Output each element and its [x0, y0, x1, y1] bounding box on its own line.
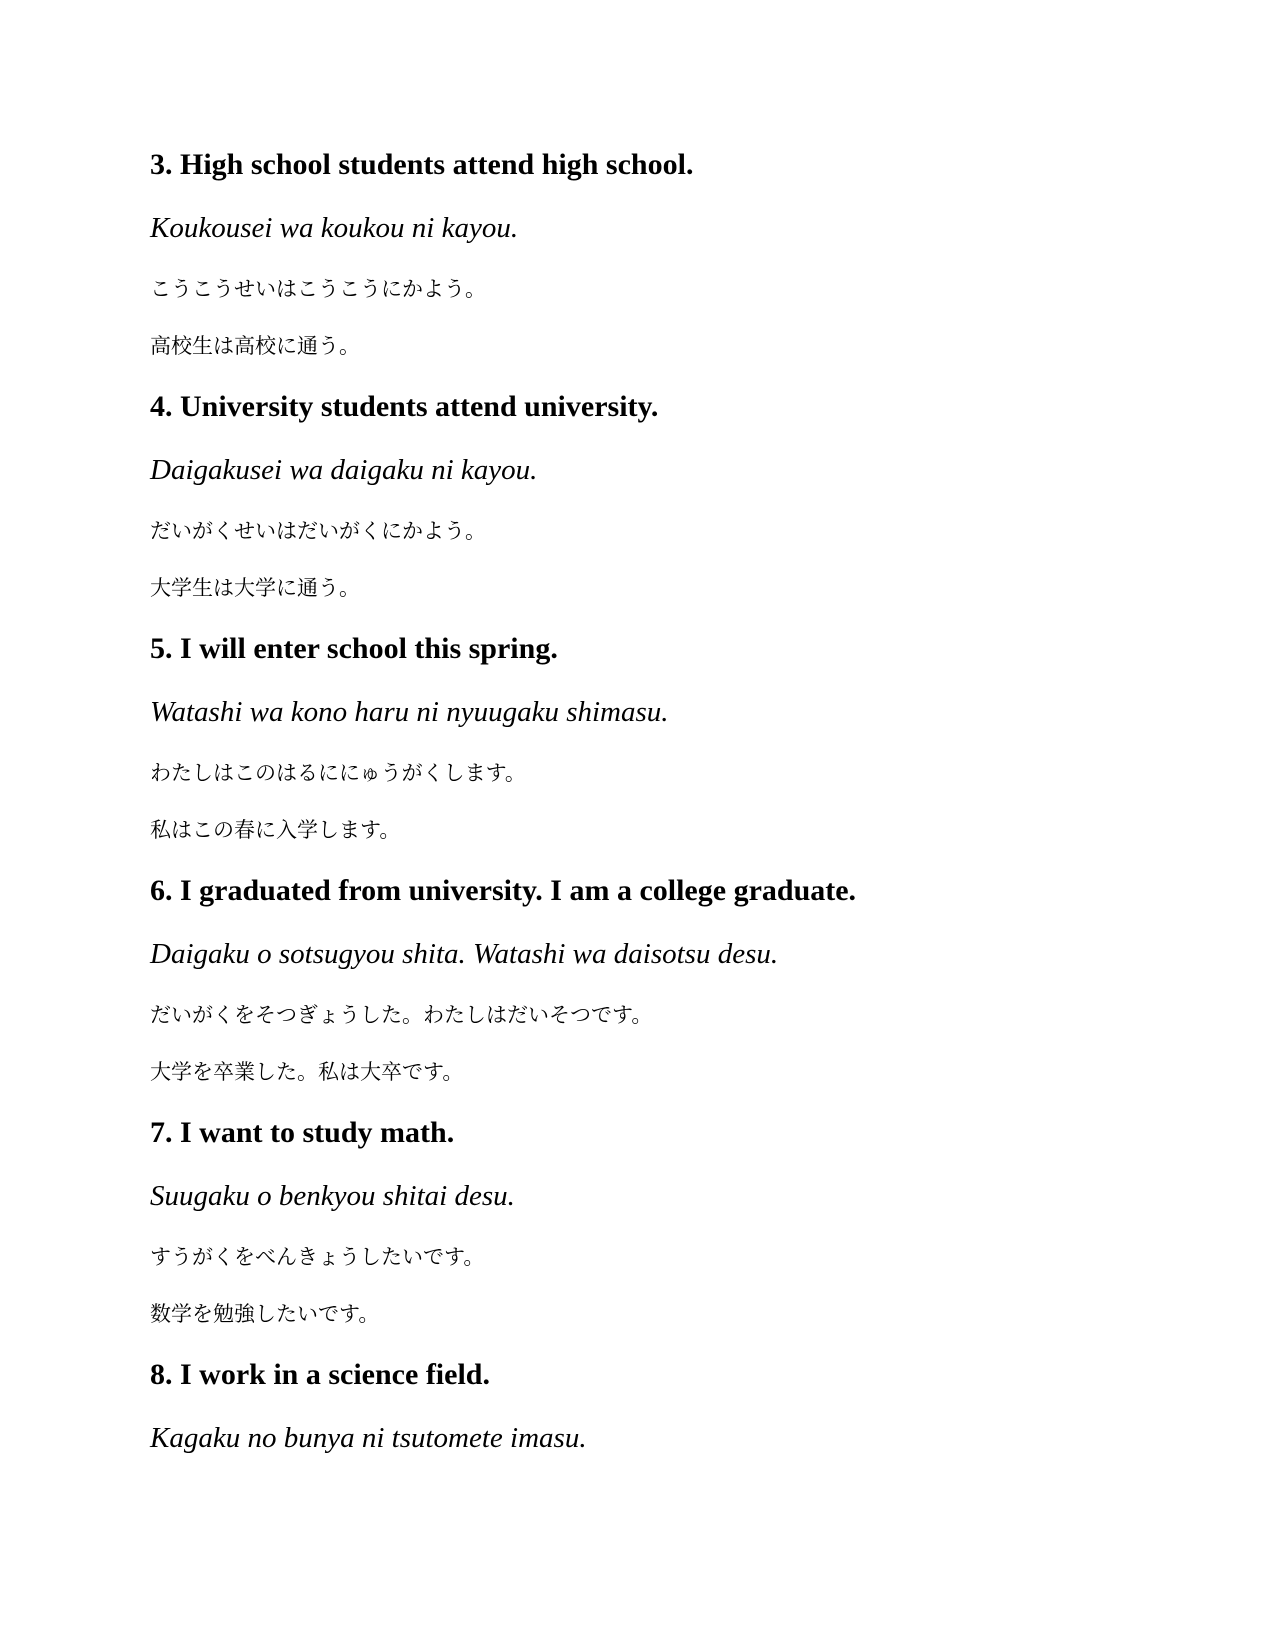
kana-line-3: こうこうせいはこうこうにかよう。	[150, 277, 486, 301]
sentence-heading-5: 5. I will enter school this spring.	[150, 632, 558, 665]
kanji-line-4: 大学生は大学に通う。	[150, 576, 360, 600]
sentence-heading-3: 3. High school students attend high school.	[150, 148, 694, 181]
kana-line-7: すうがくをべんきょうしたいです。	[150, 1245, 485, 1269]
romaji-line-5: Watashi wa kono haru ni nyuugaku shimasu.	[150, 696, 669, 728]
romaji-line-6: Daigaku o sotsugyou shita. Watashi wa daisotsu desu.	[150, 938, 779, 970]
sentence-heading-7: 7. I want to study math.	[150, 1116, 455, 1149]
kana-line-4: だいがくせいはだいがくにかよう。	[150, 519, 486, 543]
kana-line-5: わたしはこのはるににゅうがくします。	[150, 761, 526, 785]
kanji-line-5: 私はこの春に入学します。	[150, 818, 401, 842]
sentence-heading-8: 8. I work in a science field.	[150, 1358, 490, 1391]
kanji-line-7: 数学を勉強したいです。	[150, 1302, 380, 1326]
kanji-line-3: 高校生は高校に通う。	[150, 334, 360, 358]
romaji-line-4: Daigakusei wa daigaku ni kayou.	[150, 454, 538, 486]
kanji-line-6: 大学を卒業した。私は大卒です。	[150, 1060, 464, 1084]
sentence-heading-4: 4. University students attend university.	[150, 390, 659, 423]
sentence-heading-6: 6. I graduated from university. I am a college graduate.	[150, 874, 857, 907]
romaji-line-8: Kagaku no bunya ni tsutomete imasu.	[150, 1422, 587, 1454]
romaji-line-3: Koukousei wa koukou ni kayou.	[150, 212, 519, 244]
kana-line-6: だいがくをそつぎょうした。わたしはだいそつです。	[150, 1003, 653, 1027]
romaji-line-7: Suugaku o benkyou shitai desu.	[150, 1180, 515, 1212]
